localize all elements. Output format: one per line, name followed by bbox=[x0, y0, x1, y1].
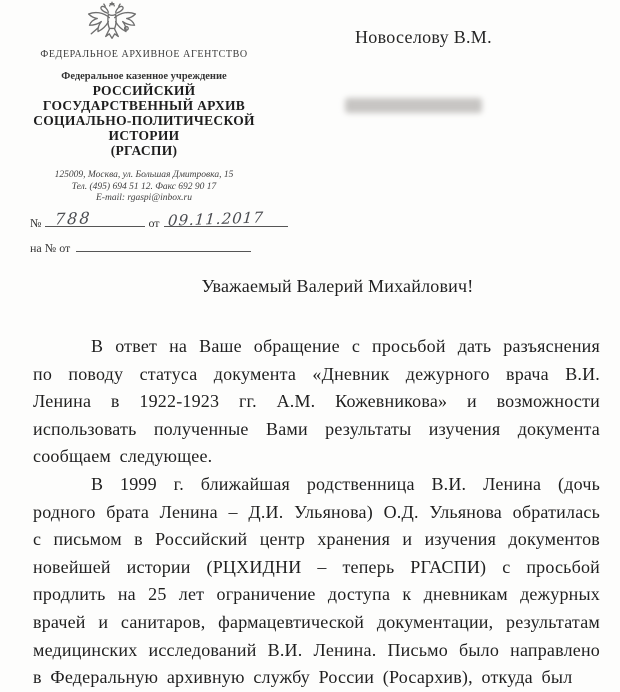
org-name-line: СОЦИАЛЬНО-ПОЛИТИЧЕСКОЙ bbox=[33, 113, 255, 128]
handwritten-date: 09.11.2017 bbox=[166, 208, 265, 230]
org-name-line: РОССИЙСКИЙ bbox=[92, 83, 196, 98]
contact-block bbox=[0, 170, 288, 205]
redacted-address-blur bbox=[345, 98, 482, 113]
reference-label: на № от bbox=[30, 241, 71, 255]
doc-number-line bbox=[30, 208, 320, 231]
institution-type: Федеральное казенное учреждение bbox=[61, 71, 227, 82]
handwritten-doc-number: 788 bbox=[54, 208, 93, 229]
date-blank bbox=[164, 208, 288, 230]
body-paragraph: В 1999 г. ближайшая родственница В.И. Ленина (дочь родного брата Ленина – Д.И. Ульянова) О.Д. Ульянова обратилась с письмом в Российский центр хранения и изучения документов новейшей истории (РЦХИДНИ – теперь РГАСПИ) с просьбой продлить на 25 лет ограничение доступа к дневникам дежурных врачей и санитаров, фармацевтической документации, результатам медицинских исследований В.И. Ленина. Письмо было направлено в Федеральную архивную службу России (Росархив), откуда был bbox=[33, 473, 600, 688]
reference-line bbox=[30, 241, 251, 256]
body-paragraph: В ответ на Ваше обращение с просьбой дать разъяснения по поводу статуса документа «Дневник дежурного врача В.И. Ленина в 1922-1923 гг. А.М. Кожевникова» и возможности использовать полученные Вами результаты изучения документа сообщаем следующее. bbox=[33, 336, 600, 467]
double-headed-eagle-emblem-icon bbox=[85, 0, 139, 46]
letter-body bbox=[33, 333, 600, 692]
number-label: № bbox=[30, 216, 42, 230]
email: E-mail: rgaspi@inbox.ru bbox=[96, 193, 192, 203]
number-blank bbox=[45, 208, 145, 229]
salutation: Уважаемый Валерий Михайлович! bbox=[201, 276, 474, 296]
org-name-line: (РГАСПИ) bbox=[110, 143, 178, 158]
agency-name: ФЕДЕРАЛЬНОЕ АРХИВНОЕ АГЕНТСТВО bbox=[40, 49, 248, 60]
org-name-line: ГОСУДАРСТВЕННЫЙ АРХИВ bbox=[42, 98, 246, 113]
organization-name bbox=[0, 83, 288, 158]
letterhead bbox=[0, 0, 288, 205]
reference-blank bbox=[76, 251, 251, 252]
date-label: от bbox=[148, 216, 160, 230]
phone-fax: Тел. (495) 694 51 12. Факс 692 90 17 bbox=[71, 181, 217, 192]
postal-address: 125009, Москва, ул. Большая Дмитровка, 15 bbox=[54, 170, 234, 180]
org-name-line: ИСТОРИИ bbox=[108, 128, 180, 143]
recipient-name: Новоселову В.М. bbox=[355, 27, 492, 47]
